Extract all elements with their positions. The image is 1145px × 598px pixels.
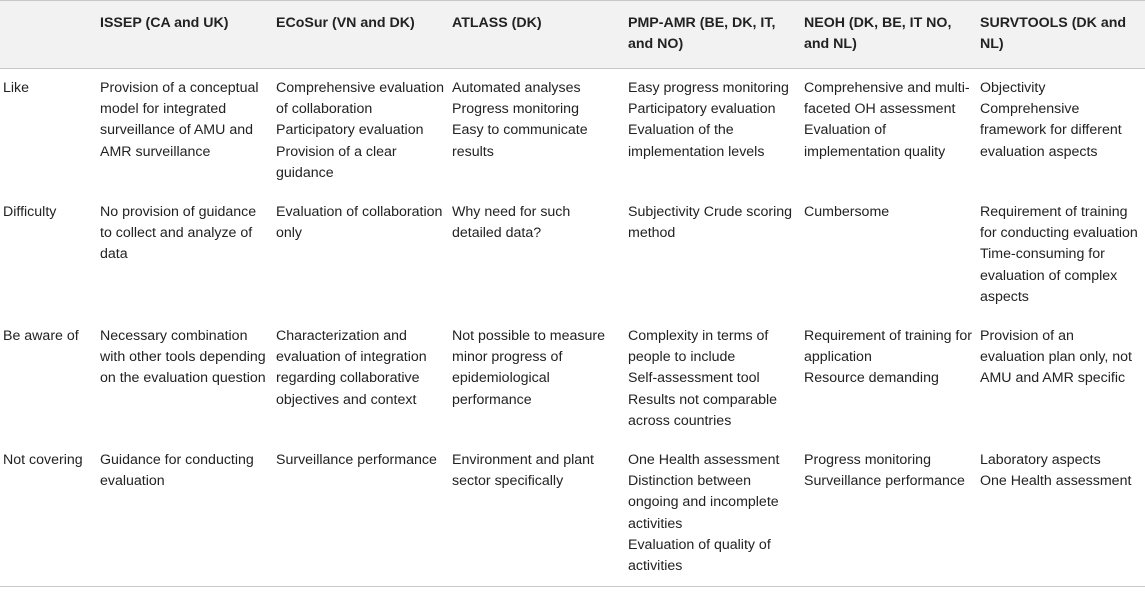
cell-issep — [100, 441, 276, 587]
cell-line: Progress monitoring — [452, 101, 579, 118]
header-corner — [0, 1, 100, 69]
cell-survtools — [980, 193, 1145, 317]
row-label: Not covering — [0, 441, 100, 587]
cell-neoh — [804, 69, 980, 194]
cell-atlass — [452, 317, 628, 441]
cell-neoh — [804, 317, 980, 441]
cell-survtools — [980, 441, 1145, 587]
cell-line: Provision of a conceptual model for integrated surveillance of AMU and AMR surveillance — [100, 80, 259, 160]
cell-line: Provision of an evaluation plan only, not AMU and AMR specific — [980, 328, 1132, 387]
cell-line: No provision of guidance to collect and analyze of data — [100, 204, 257, 263]
cell-atlass — [452, 69, 628, 194]
cell-line: Surveillance performance — [276, 452, 437, 469]
table-row — [0, 317, 1145, 441]
cell-issep — [100, 69, 276, 194]
header-survtools: SURVTOOLS (DK and NL) — [980, 1, 1145, 69]
cell-line: Evaluation of the implementation levels — [628, 122, 765, 160]
header-pmp-amr: PMP-AMR (BE, DK, IT, and NO) — [628, 1, 804, 69]
cell-neoh — [804, 441, 980, 587]
cell-line: Requirement of training for conducting evaluation — [980, 204, 1138, 242]
cell-line: Why need for such detailed data? — [452, 204, 571, 242]
cell-ecosur — [276, 441, 452, 587]
cell-survtools — [980, 317, 1145, 441]
cell-pmp-amr — [628, 69, 804, 194]
header-row — [0, 1, 1145, 69]
table-body — [0, 69, 1145, 587]
cell-line: Objectivity — [980, 80, 1046, 96]
row-label: Be aware of — [3, 328, 79, 345]
cell-atlass — [452, 441, 628, 587]
cell-line: Laboratory aspects — [980, 452, 1101, 469]
cell-line: Evaluation of collaboration only — [276, 204, 443, 242]
cell-line: Resource demanding — [804, 370, 939, 387]
cell-line: Surveillance performance — [804, 473, 965, 490]
cell-line: Comprehensive and multi-faceted OH assessment Evaluation of implementation quality — [804, 80, 970, 160]
row-label: Difficulty — [3, 204, 57, 221]
cell-line: Necessary combination with other tools depending on the evaluation question — [100, 328, 266, 387]
table-row — [0, 69, 1145, 194]
cell-survtools — [980, 69, 1145, 194]
cell-line: Automated analyses — [452, 80, 581, 96]
cell-line: Participatory evaluation — [628, 101, 776, 118]
cell-pmp-amr — [628, 193, 804, 317]
cell-line: One Health assessment — [980, 473, 1132, 490]
cell-line: Self-assessment tool — [628, 370, 760, 387]
cell-line: Comprehensive evaluation of collaboration — [276, 80, 444, 118]
cell-pmp-amr — [628, 441, 804, 587]
cell-neoh — [804, 193, 980, 317]
cell-line: Subjectivity Crude scoring method — [628, 204, 793, 242]
cell-line: Time-consuming for evaluation of complex aspects — [980, 246, 1118, 305]
cell-line: Participatory evaluation — [276, 122, 424, 139]
cell-ecosur — [276, 193, 452, 317]
table-row — [0, 441, 1145, 587]
cell-pmp-amr — [628, 317, 804, 441]
cell-line: Requirement of training for application — [804, 328, 972, 366]
cell-atlass — [452, 193, 628, 317]
cell-ecosur — [276, 317, 452, 441]
cell-ecosur — [276, 69, 452, 194]
header-atlass: ATLASS (DK) — [452, 1, 628, 69]
cell-line: Not possible to measure minor progress of epidemiological performance — [452, 328, 605, 408]
cell-line: Provision of a clear guidance — [276, 143, 397, 181]
cell-line: Easy progress monitoring — [628, 80, 789, 96]
cell-issep — [100, 317, 276, 441]
table-header — [0, 1, 1145, 69]
cell-line: One Health assessment Distinction between ongoing and incomplete activities — [628, 452, 780, 532]
cell-line: Characterization and evaluation of integration regarding collaborative objectives and context — [276, 328, 427, 408]
cell-line: Progress monitoring — [804, 452, 931, 469]
cell-line: Cumbersome — [804, 204, 890, 221]
cell-line: Guidance for conducting evaluation — [100, 452, 254, 490]
header-ecosur: ECoSur (VN and DK) — [276, 1, 452, 69]
cell-line: Comprehensive framework for different evaluation aspects — [980, 101, 1122, 160]
cell-line: Complexity in terms of people to include — [628, 328, 769, 366]
cell-line: Evaluation of quality of activities — [628, 536, 771, 575]
row-label: Like — [3, 80, 30, 96]
cell-line: Results not comparable across countries — [628, 391, 778, 429]
header-neoh: NEOH (DK, BE, IT NO, and NL) — [804, 1, 980, 69]
table-row — [0, 193, 1145, 317]
cell-line: Easy to communicate results — [452, 122, 588, 160]
cell-issep — [100, 193, 276, 317]
header-issep: ISSEP (CA and UK) — [100, 1, 276, 69]
cell-line: Environment and plant sector specifically — [452, 452, 594, 490]
